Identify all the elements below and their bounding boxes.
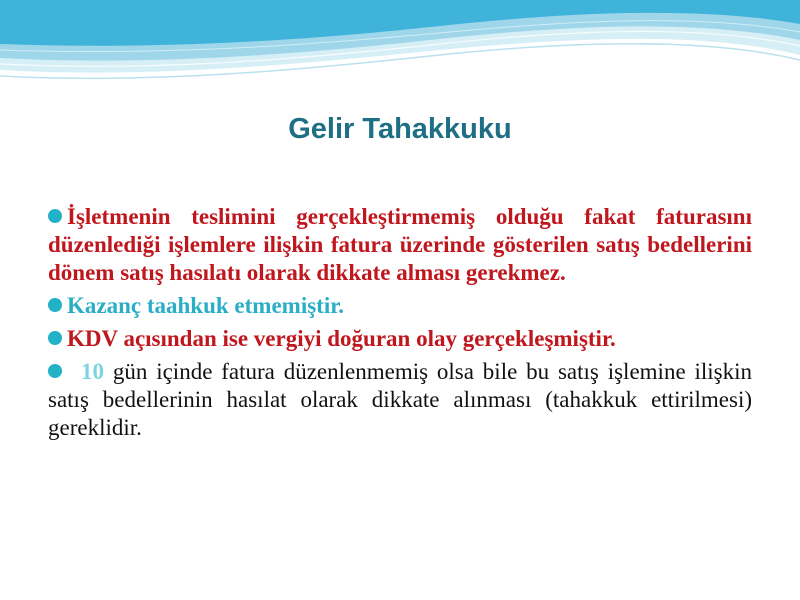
bullet-text: Kazanç taahkuk etmemiştir. xyxy=(67,293,345,318)
bullet-item-3 xyxy=(48,325,752,353)
bullet-dot-icon xyxy=(48,209,62,223)
bullet-dot-icon xyxy=(48,364,62,378)
bullet-number: 10 xyxy=(81,359,104,384)
bullet-text: İşletmenin teslimini gerçekleştirmemiş olduğu fakat faturasını düzenlediği işlemlere ilişkin fatura üzerinde gösterilen satış bedellerini dönem satış hasılatı olarak dikkate alması gerekmez. xyxy=(48,204,752,285)
bullet-list xyxy=(48,203,752,447)
header-wave-decoration xyxy=(0,0,800,100)
bullet-text: gün içinde fatura düzenlenmemiş olsa bile bu satış işlemine ilişkin satış bedellerinin hasılat olarak dikkate alınması (tahakkuk ettirilmesi) gereklidir. xyxy=(48,359,753,440)
bullet-dot-icon xyxy=(48,331,62,345)
bullet-item-2 xyxy=(48,292,752,320)
bullet-text: KDV açısından ise vergiyi doğuran olay gerçekleşmiştir. xyxy=(67,326,616,351)
slide-title: Gelir Tahakkuku xyxy=(288,113,512,145)
bullet-item-1 xyxy=(48,203,752,287)
bullet-item-4 xyxy=(48,358,752,442)
bullet-dot-icon xyxy=(48,298,62,312)
